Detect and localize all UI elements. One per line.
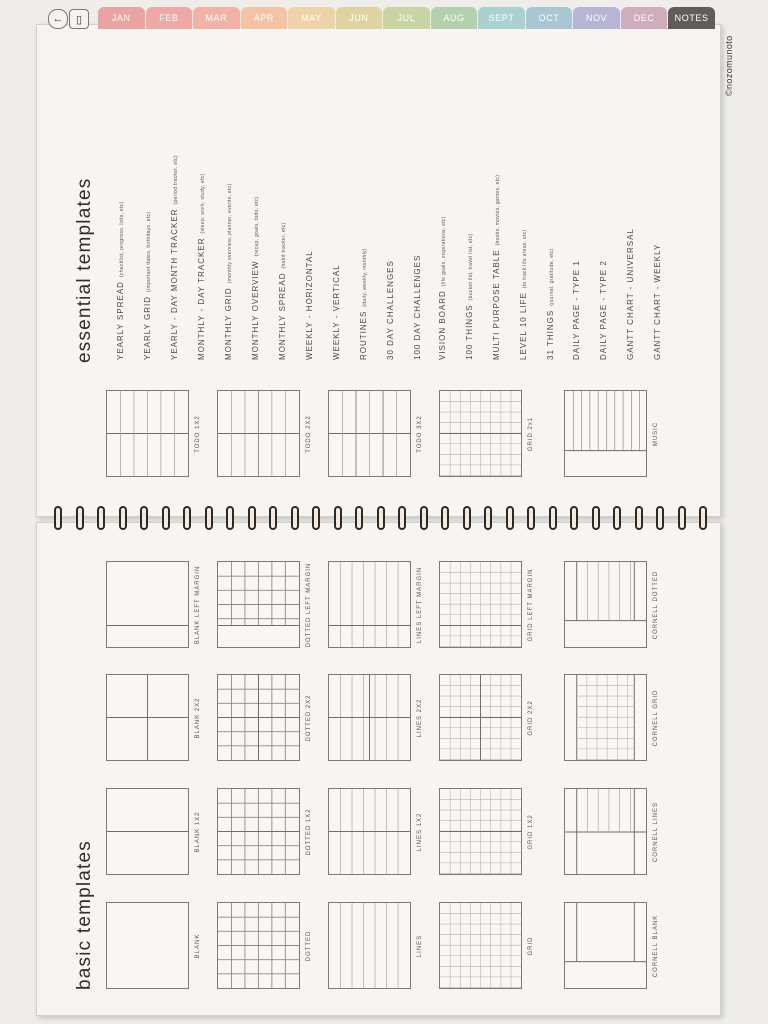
template-label: BLANK [195,933,201,958]
binding-ring [377,506,385,530]
entry-note: (recap, goals, todo, etc) [254,196,260,257]
binding-ring [398,506,406,530]
binding-ring [549,506,557,530]
essential-templates-title: essential templates [74,177,95,363]
basic-templates-title: basic templates [74,839,95,990]
template-pattern [218,789,299,874]
binding-ring [635,506,643,530]
essential-entry[interactable] [438,216,447,360]
entry-label: 30 DAY CHALLENGES [386,260,395,360]
template-dotted1x2-thumbnail[interactable] [217,788,300,875]
template-lines2x2-thumbnail[interactable] [328,674,411,761]
template-dotted2x2-thumbnail[interactable] [217,674,300,761]
essential-entry[interactable] [278,222,287,360]
tab-jun[interactable]: JUN [336,7,383,29]
entry-note: (to track life areas, etc) [522,229,528,289]
entry-label: YEARLY - DAY MONTH TRACKER [170,208,179,360]
entry-note: (sleep, work, study, etc) [200,173,206,234]
essential-entry[interactable] [546,248,555,360]
tab-oct[interactable]: OCT [526,7,573,29]
entry-note: (habit tracker, etc) [281,222,287,269]
essential-entry[interactable] [197,174,206,360]
binding-ring [54,506,62,530]
binding-ring [269,506,277,530]
template-gridmargin-thumbnail[interactable] [439,561,522,648]
template-pattern [440,562,521,647]
essential-entry[interactable] [116,202,125,360]
binding-ring [205,506,213,530]
template-label: DOTTED 1X2 [306,808,312,856]
template-pattern [329,675,410,760]
template-label: BLANK LEFT MARGIN [195,565,201,644]
template-label: GRID LEFT MARGIN [528,568,534,641]
essential-entry[interactable] [143,212,152,360]
entry-label: LEVEL 10 LIFE [519,292,528,360]
entry-label: ROUTINES [359,310,368,360]
essential-entry[interactable] [332,264,341,360]
entry-label: MONTHLY SPREAD [278,272,287,360]
entry-note: (period tracker, etc) [173,155,179,205]
template-todo3x2-thumbnail[interactable] [328,390,411,477]
binding-ring [312,506,320,530]
entry-label: MONTHLY GRID [224,287,233,360]
entry-note: (life goals, inspirations, etc) [441,216,447,287]
tab-dec[interactable]: DEC [621,7,668,29]
template-grid2x2-thumbnail[interactable] [439,674,522,761]
template-grid2x1-thumbnail[interactable] [439,390,522,477]
essential-entry[interactable] [170,155,179,360]
binding-ring [699,506,707,530]
essential-entry[interactable] [626,228,635,360]
entry-label: GANTT CHART - WEEKLY [653,243,662,360]
binding-ring [334,506,342,530]
entry-note: (books, movies, games, etc) [495,174,501,246]
template-todo1x2-thumbnail[interactable] [106,390,189,477]
tab-aug[interactable]: AUG [431,7,478,29]
template-pattern [565,903,646,988]
template-pattern [565,675,646,760]
template-blank-thumbnail[interactable] [106,902,189,989]
page-layout-icon: ▯ [75,13,83,26]
binding-ring [140,506,148,530]
template-pattern [218,562,299,647]
entry-note: (monthly overview, planner, events, etc) [227,183,233,284]
binding-ring [97,506,105,530]
essential-entry[interactable] [251,196,260,360]
essential-entry[interactable] [599,260,608,360]
binding-ring [420,506,428,530]
template-cornellblank-thumbnail[interactable] [564,902,647,989]
binding-ring [506,506,514,530]
template-pattern [565,789,646,874]
template-pattern [218,391,299,476]
template-grid-thumbnail[interactable] [439,902,522,989]
template-pattern [440,789,521,874]
template-pattern [329,903,410,988]
binding-ring [656,506,664,530]
binding-ring [76,506,84,530]
spiral-binding [40,506,720,532]
tab-apr[interactable]: APR [241,7,288,29]
binding-ring [183,506,191,530]
back-button[interactable] [48,9,68,29]
template-cornellgrid-thumbnail[interactable] [564,674,647,761]
binding-ring [162,506,170,530]
template-label: GRID 2x1 [528,416,534,451]
template-blank1x2-thumbnail[interactable] [106,788,189,875]
binding-ring [613,506,621,530]
entry-label: DAILY PAGE - TYPE 2 [599,260,608,360]
brand-label: ©nozomunoto [724,35,734,96]
template-label: CORNELL DOTTED [653,570,659,639]
entry-note: (checklist, progress, lists, etc) [119,201,125,278]
template-pattern [440,903,521,988]
template-pattern [218,675,299,760]
template-label: TODO 2X2 [306,414,312,453]
entry-label: WEEKLY - HORIZONTAL [305,250,314,360]
entry-label: MULTI PURPOSE TABLE [492,249,501,360]
template-grid1x2-thumbnail[interactable] [439,788,522,875]
essential-entry[interactable] [359,248,368,360]
template-linesmargin-thumbnail[interactable] [328,561,411,648]
entry-note: (journal, gratitude, etc) [549,248,555,306]
page-layout-button[interactable] [69,9,89,29]
tab-jul[interactable]: JUL [383,7,430,29]
template-blank2x2-thumbnail[interactable] [106,674,189,761]
essential-entry[interactable] [386,260,395,360]
binding-ring [570,506,578,530]
entry-label: VISION BOARD [438,290,447,360]
template-pattern [107,789,188,874]
essential-entry[interactable] [465,234,474,360]
entry-label: YEARLY SPREAD [116,281,125,360]
template-label: BLANK 1X2 [195,810,201,853]
tab-jan[interactable]: JAN [98,7,145,29]
binding-ring [484,506,492,530]
template-cornelllines-thumbnail[interactable] [564,788,647,875]
template-pattern [329,789,410,874]
binding-ring [248,506,256,530]
template-pattern [107,675,188,760]
binding-ring [355,506,363,530]
essential-entry[interactable] [305,250,314,360]
template-pattern [107,391,188,476]
binding-ring [678,506,686,530]
template-label: GRID 1X2 [528,813,534,850]
tab-feb[interactable]: FEB [146,7,193,29]
essential-entry[interactable] [492,175,501,360]
template-cornelldotted-thumbnail[interactable] [564,561,647,648]
template-label: LINES LEFT MARGIN [417,566,423,643]
entry-note: (important dates, birthdays, etc) [146,211,152,292]
template-label: CORNELL LINES [653,801,659,862]
entry-note: (daily, weekly, monthly) [362,248,368,307]
entry-label: GANTT CHART - UNIVERSAL [626,228,635,360]
template-music-thumbnail[interactable] [564,390,647,477]
template-label: CORNELL BLANK [653,914,659,977]
template-label: BLANK 2X2 [195,696,201,739]
binding-ring [226,506,234,530]
essential-entry[interactable] [653,244,662,360]
tab-may[interactable]: MAY [288,7,335,29]
template-label: DOTTED LEFT MARGIN [306,562,312,647]
template-pattern [565,391,646,476]
template-label: TODO 3X2 [417,414,423,453]
entry-label: 100 THINGS [465,304,474,360]
template-lines-thumbnail[interactable] [328,902,411,989]
essential-entry[interactable] [413,255,422,360]
entry-note: (bucket list, travel list, etc) [468,233,474,301]
template-pattern [440,675,521,760]
template-label: LINES [417,934,423,957]
essential-entry[interactable] [572,260,581,360]
entry-label: 31 THINGS [546,309,555,360]
essential-entry[interactable] [519,229,528,360]
entry-label: WEEKLY - VERTICAL [332,264,341,360]
entry-label: MONTHLY - DAY TRACKER [197,237,206,360]
template-pattern [107,903,188,988]
template-label: CORNELL GRID [653,689,659,746]
template-label: DOTTED [306,930,312,961]
template-label: DOTTED 2X2 [306,694,312,742]
binding-ring [463,506,471,530]
back-arrow-icon: ← [52,13,64,25]
template-todo2x2-thumbnail[interactable] [217,390,300,477]
binding-ring [119,506,127,530]
entry-label: 100 DAY CHALLENGES [413,254,422,360]
tab-nov[interactable]: NOV [573,7,620,29]
template-label: TODO 1X2 [195,414,201,453]
essential-entry[interactable] [224,184,233,360]
template-dotted-thumbnail[interactable] [217,902,300,989]
template-label: MUSIC [653,421,659,446]
template-pattern [440,391,521,476]
tab-notes[interactable]: NOTES [668,7,715,29]
template-pattern [565,562,646,647]
binding-ring [527,506,535,530]
template-label: GRID 2X2 [528,699,534,736]
binding-ring [592,506,600,530]
entry-label: DAILY PAGE - TYPE 1 [572,260,581,360]
template-lines1x2-thumbnail[interactable] [328,788,411,875]
template-label: GRID [528,936,534,955]
binding-ring [291,506,299,530]
tab-mar[interactable]: MAR [193,7,240,29]
tab-sept[interactable]: SEPT [478,7,525,29]
template-dottedmargin-thumbnail[interactable] [217,561,300,648]
month-tabs [98,7,716,29]
template-pattern [329,391,410,476]
entry-label: YEARLY GRID [143,295,152,360]
template-label: LINES 2X2 [417,698,423,737]
template-pattern [218,903,299,988]
binding-ring [441,506,449,530]
entry-label: MONTHLY OVERVIEW [251,260,260,360]
template-pattern [329,562,410,647]
template-blankmargin-thumbnail[interactable] [106,561,189,648]
template-pattern [107,562,188,647]
template-label: LINES 1X2 [417,812,423,851]
